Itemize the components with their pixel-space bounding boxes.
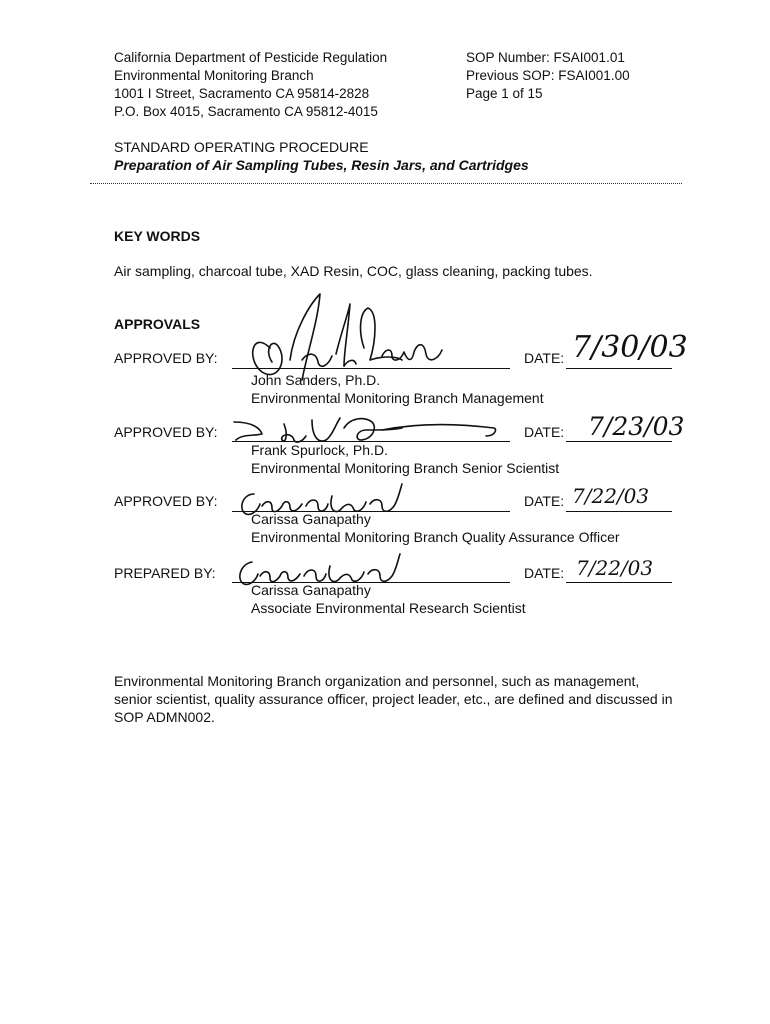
keywords-heading: KEY WORDS — [114, 228, 201, 244]
signed-date: 7/23/03 — [588, 412, 685, 441]
approvals-heading: APPROVALS — [114, 316, 201, 332]
date-line — [566, 511, 672, 512]
signer-role: Environmental Monitoring Branch Management — [251, 390, 544, 406]
prepared-by-label: PREPARED BY: — [114, 565, 216, 581]
date-label: DATE: — [524, 565, 565, 581]
approved-by-label: APPROVED BY: — [114, 350, 218, 366]
date-label: DATE: — [524, 424, 565, 440]
organization-note: Environmental Monitoring Branch organization and personnel, such as management, senior scientist, quality assurance officer, project leader, etc., are defined and discussed in SOP ADMN002. — [114, 673, 673, 725]
signer-role: Environmental Monitoring Branch Quality Assurance Officer — [251, 529, 620, 545]
org-name: California Department of Pesticide Regulation — [114, 50, 388, 65]
document-title: Preparation of Air Sampling Tubes, Resin Jars, and Cartridges — [114, 157, 529, 173]
date-line — [566, 368, 672, 369]
signer-name: Frank Spurlock, Ph.D. — [251, 442, 388, 458]
signed-date: 7/30/03 — [572, 330, 688, 365]
date-line — [566, 582, 672, 583]
date-label: DATE: — [524, 493, 565, 509]
sop-number: SOP Number: FSAI001.01 — [466, 50, 625, 65]
org-po-box: P.O. Box 4015, Sacramento CA 95812-4015 — [114, 104, 378, 119]
preparer-name: Carissa Ganapathy — [251, 582, 371, 598]
org-branch: Environmental Monitoring Branch — [114, 68, 314, 83]
header-divider — [90, 183, 682, 184]
previous-sop: Previous SOP: FSAI001.00 — [466, 68, 630, 83]
keywords-text: Air sampling, charcoal tube, XAD Resin, COC, glass cleaning, packing tubes. — [114, 263, 593, 279]
signer-name: Carissa Ganapathy — [251, 511, 371, 527]
preparer-role: Associate Environmental Research Scientist — [251, 600, 526, 616]
date-label: DATE: — [524, 350, 565, 366]
signed-date: 7/22/03 — [572, 484, 650, 508]
signed-date: 7/22/03 — [576, 556, 654, 580]
approved-by-label: APPROVED BY: — [114, 493, 218, 509]
approved-by-label: APPROVED BY: — [114, 424, 218, 440]
page-number: Page 1 of 15 — [466, 86, 543, 101]
signer-name: John Sanders, Ph.D. — [251, 372, 381, 388]
signer-role: Environmental Monitoring Branch Senior Scientist — [251, 460, 560, 476]
document-type: STANDARD OPERATING PROCEDURE — [114, 139, 369, 155]
date-line — [566, 441, 672, 442]
org-street-address: 1001 I Street, Sacramento CA 95814-2828 — [114, 86, 370, 101]
